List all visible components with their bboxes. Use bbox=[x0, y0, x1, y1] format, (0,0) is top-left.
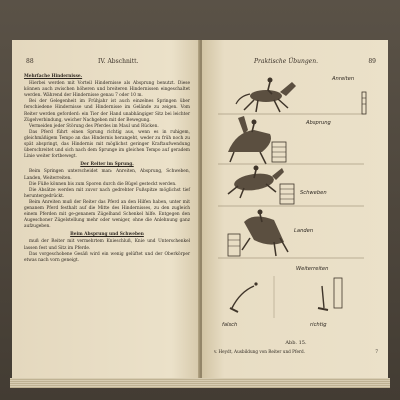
section-heading: Der Reiter im Sprung. bbox=[80, 162, 134, 168]
phase-label: Absprung bbox=[306, 120, 331, 126]
left-page-text bbox=[24, 72, 190, 264]
credit-mark: 7 bbox=[375, 349, 378, 354]
horse-rider-suspension-drawing bbox=[218, 166, 364, 207]
section-heading: Beim Absprung und Schweben bbox=[70, 232, 144, 238]
paragraph: Bei der Gelegenheit im Frühjahr ist auch einzelnes Springen über ferschiedene Hindernisse und Hindernisse im Gelände zu zeigen. Vom Reiter werden geforderd: ein Tier der Hand unabhängiger Sitz bei leichter Zügelverbindung, weicher Nachgeben mit der Bewegung. bbox=[24, 99, 190, 123]
paragraph: Das vorgeschobene Gesäß wird ein wenig gelüftet und der Oberkörper etwas nach vorn geneigt. bbox=[24, 251, 190, 263]
phase-label: Weiterreiten bbox=[296, 266, 329, 272]
figure-number: Abb. 15. bbox=[285, 340, 307, 346]
paragraph: Das Pferd führt einen Sprung richtig aus, wenn es in ruhigem, gleichmäßigem Tempo an das Hindernis herangeht, weder zu früh noch zu spät abspringt, das Hindernis mit möglichst geringer Kraftaufwendung überschreitet und sich nach dem Sprunge im gleichen Tempo auf geradem Linie weiter fortbewegt. bbox=[24, 129, 190, 160]
right-page-number: 89 bbox=[368, 58, 376, 65]
jumping-phases-illustration bbox=[214, 72, 378, 334]
paragraph: Vermeiden jeder Störung des Pferdes im Maul und Rücken. bbox=[29, 123, 159, 129]
paragraph: muß der Reiter mit vermehrtem Knieschluß, Knie und Unterschenkel lassen fest und Sitz im Pferde. bbox=[24, 239, 190, 251]
paragraph: Hierbei werden mit Vorteil Hindernisse als Absprung benutzt. Diese können auch zwischen höheren und breiteren Hindernissen eingeschaltet werden. Während der Hindernisse genau 7 oder 10 m. bbox=[24, 81, 190, 99]
horse-rider-takeoff-drawing bbox=[218, 116, 364, 164]
paragraph: Beim Anreiten muß der Reiter das Pferd an den Hilfen haben, unter mit genanem Pferd festhalt auf die Mitte des Hindernisses, zu den zugleich einem Pferden mit ge-genanem Zügelhand Schenkel hilfe. Entgegen den Augeschoner Zügelstellung mehr oder weniger, ohne die Anlehnung ganz aufzugeben. bbox=[24, 199, 190, 230]
right-page bbox=[202, 40, 388, 380]
wrong-label: falsch bbox=[222, 322, 238, 328]
paragraph: Die Füße können bis zum Sporen durch die Bügel gesteckt werden. bbox=[29, 181, 177, 187]
phase-label: Schweben bbox=[300, 190, 327, 196]
fence-icon bbox=[362, 92, 366, 114]
stirrup-leg-position-drawing bbox=[230, 276, 342, 318]
page-edges bbox=[10, 378, 390, 388]
phase-label: Anreiten bbox=[332, 76, 355, 82]
phase-label: Landen bbox=[294, 228, 314, 234]
left-running-title: IV. Abschnitt. bbox=[98, 58, 139, 65]
paragraph: Die Absätze werden mit zuvor nach gedrehter Fußspitze möglichst tief heruntergedrückt. bbox=[24, 187, 190, 199]
horse-rider-approach-drawing bbox=[218, 78, 364, 115]
section-heading: Mehrfache Hindernisse. bbox=[24, 74, 83, 79]
figure-caption bbox=[214, 340, 378, 354]
horse-rider-landing-drawing bbox=[218, 210, 364, 259]
right-label: richtig bbox=[310, 322, 327, 328]
left-page-number: 88 bbox=[26, 58, 34, 65]
figure-credit: v. Heydt, Ausbildung von Reiter und Pferd. bbox=[214, 349, 306, 354]
left-page bbox=[12, 40, 200, 380]
right-running-title: Praktische Übungen. bbox=[254, 58, 318, 65]
illustration-svg bbox=[214, 72, 378, 334]
paragraph: Beim Springen unterscheidet man: Anreiten, Absprung, Schweben, Landen, Weiterreiten. bbox=[24, 169, 190, 181]
